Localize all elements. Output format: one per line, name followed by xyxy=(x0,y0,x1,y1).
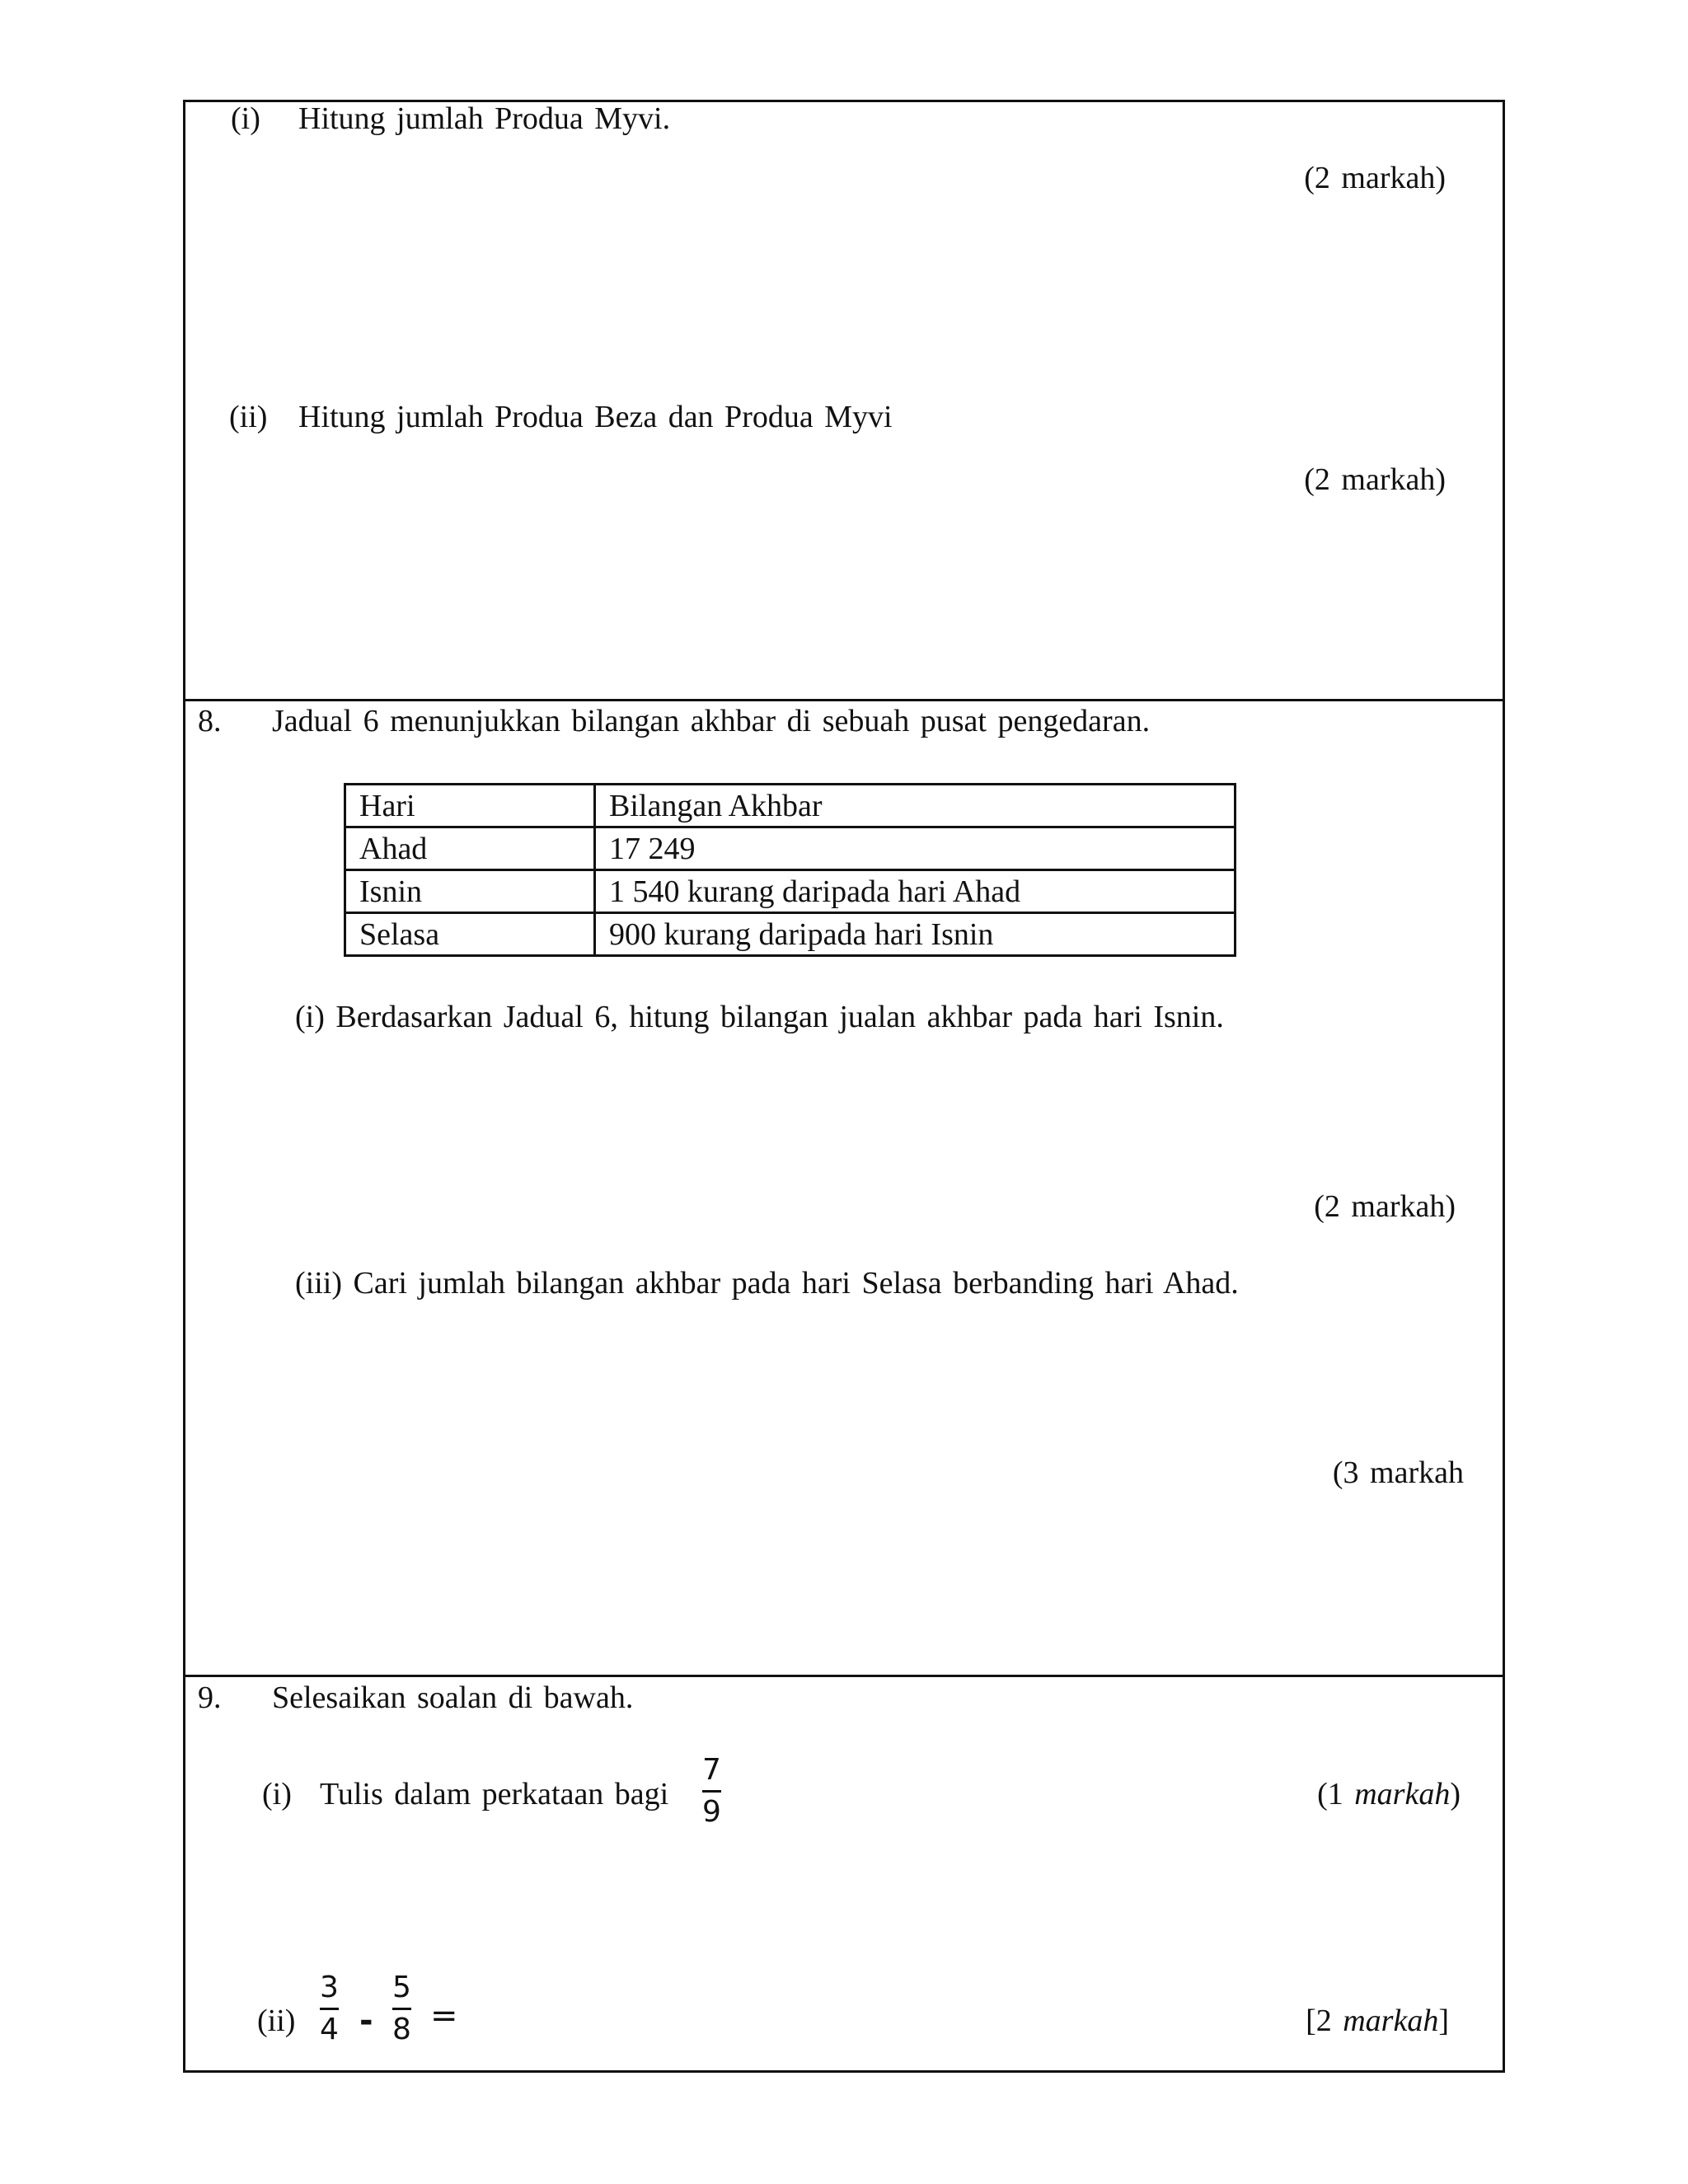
marks-suffix: ) xyxy=(1450,1777,1461,1811)
q7-part-ii-text: Hitung jumlah Produa Beza dan Produa Myvi xyxy=(298,400,893,434)
q9-part-i-label: (i) xyxy=(262,1777,292,1811)
fraction-denominator: 8 xyxy=(392,2013,411,2046)
fraction-three-quarters xyxy=(320,1971,339,2046)
q9-part-i-marks xyxy=(1317,1776,1461,1812)
fraction-bar xyxy=(702,1790,721,1793)
table-cell: Ahad xyxy=(345,827,595,870)
q9-part-i-text: Tulis dalam perkataan bagi xyxy=(320,1777,669,1811)
q7-part-i-label: (i) xyxy=(231,101,260,136)
fraction-bar xyxy=(392,2008,411,2010)
newspaper-table xyxy=(344,783,1236,957)
divider-q8-q9 xyxy=(183,1675,1505,1677)
table-cell: 900 kurang daripada hari Isnin xyxy=(595,913,1236,956)
marks-word: markah xyxy=(1354,1777,1451,1811)
q7-part-ii-label: (ii) xyxy=(229,400,268,434)
table-row xyxy=(345,913,1236,956)
fraction-five-eighths xyxy=(392,1971,411,2046)
table-header-row xyxy=(345,785,1236,827)
divider-q7-q8 xyxy=(183,699,1505,701)
table-cell: 1 540 kurang daripada hari Ahad xyxy=(595,870,1236,913)
fraction-denominator: 4 xyxy=(320,2013,339,2046)
table-cell: 17 249 xyxy=(595,827,1236,870)
q7-part-i-marks: (2 markah) xyxy=(1304,161,1446,195)
marks-word: markah xyxy=(1343,2004,1439,2038)
q7-part-i-text: Hitung jumlah Produa Myvi. xyxy=(298,101,671,136)
fraction-denominator: 9 xyxy=(702,1795,721,1829)
q8-part-iii-text: (iii) Cari jumlah bilangan akhbar pada hari Selasa berbanding hari Ahad. xyxy=(295,1266,1239,1301)
marks-prefix: [2 xyxy=(1306,2004,1343,2038)
q8-part-iii-marks: (3 markah xyxy=(1332,1455,1464,1490)
fraction-bar xyxy=(320,2008,339,2010)
table-cell: Isnin xyxy=(345,870,595,913)
fraction-numerator: 7 xyxy=(702,1753,721,1787)
fraction-numerator: 5 xyxy=(392,1971,411,2004)
minus-operator: - xyxy=(359,2002,373,2040)
table-header-cell: Bilangan Akhbar xyxy=(595,785,1236,827)
marks-prefix: (1 xyxy=(1317,1777,1355,1811)
table-row xyxy=(345,870,1236,913)
q8-intro: Jadual 6 menunjukkan bilangan akhbar di sebuah pusat pengedaran. xyxy=(272,704,1151,738)
q7-part-ii-marks: (2 markah) xyxy=(1304,462,1446,497)
marks-suffix: ] xyxy=(1438,2004,1449,2038)
table-header-cell: Hari xyxy=(345,785,595,827)
table-row xyxy=(345,827,1236,870)
q9-intro: Selesaikan soalan di bawah. xyxy=(272,1680,634,1715)
fraction-numerator: 3 xyxy=(320,1971,339,2004)
q9-number: 9. xyxy=(198,1680,222,1715)
equals-sign: = xyxy=(430,1997,458,2035)
q8-part-i-text: (i) Berdasarkan Jadual 6, hitung bilangan jualan akhbar pada hari Isnin. xyxy=(295,1000,1224,1034)
q8-part-i-marks: (2 markah) xyxy=(1314,1189,1456,1224)
q9-part-ii-marks xyxy=(1306,2003,1449,2039)
q9-part-ii-label: (ii) xyxy=(257,2004,296,2038)
fraction-seven-ninths xyxy=(702,1754,721,1829)
table-cell: Selasa xyxy=(345,913,595,956)
q8-number: 8. xyxy=(198,704,222,738)
